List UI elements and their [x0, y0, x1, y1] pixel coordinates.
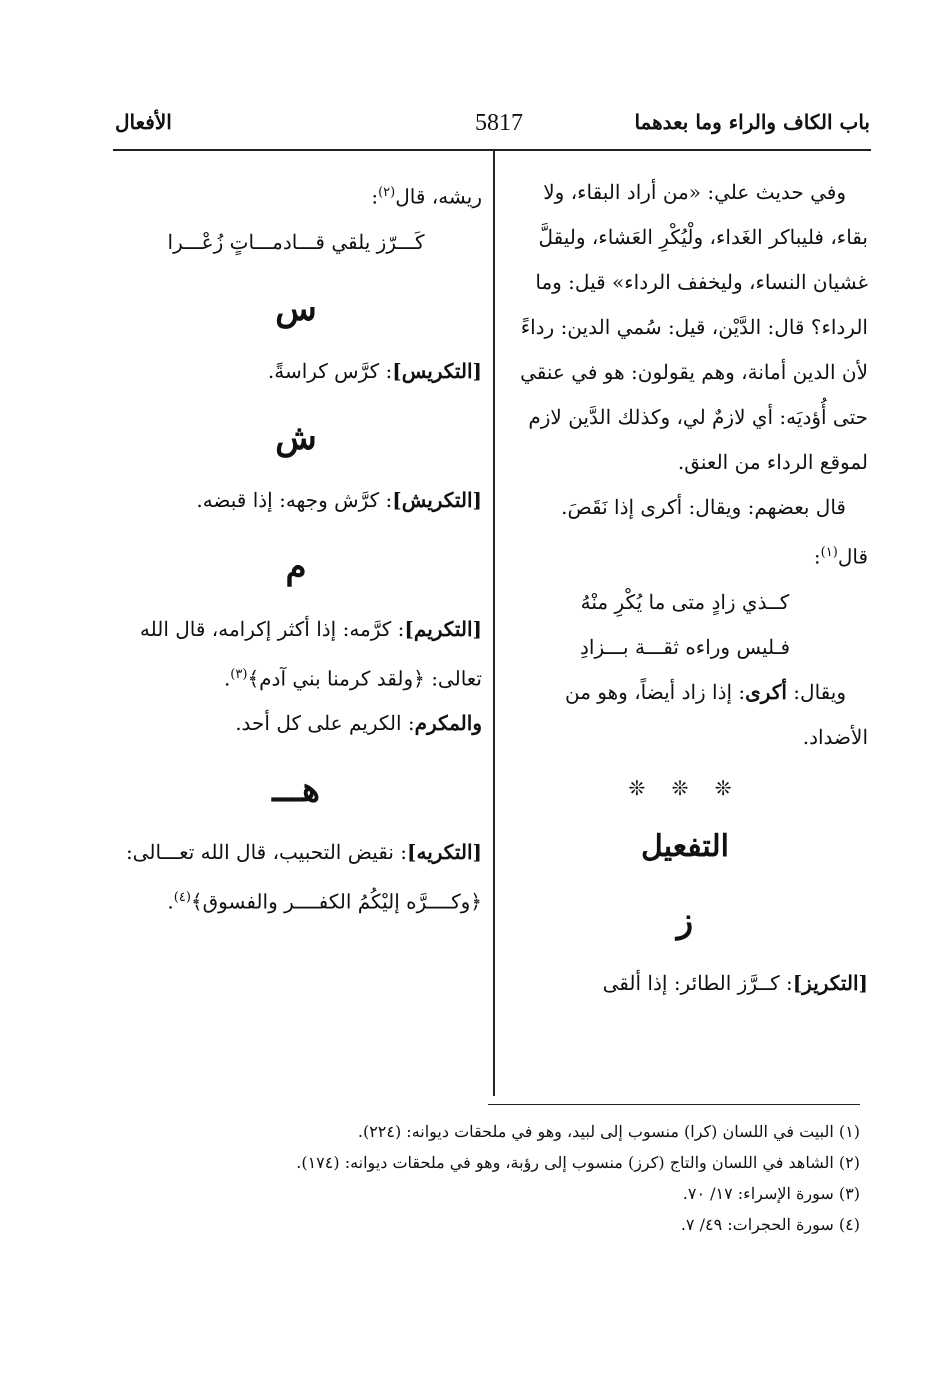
footnote-ref-2: (٢): [378, 185, 396, 200]
section-stars: ❊ ❊ ❊: [628, 775, 742, 800]
takrees-term: [التكريس]: [392, 358, 482, 383]
reesh-line: [110, 170, 482, 220]
footnote-1: (١) البيت في اللسان (كرا) منسوب إلى لبيد، وهو في ملحقات ديوانه: (٢٢٤).: [357, 1122, 860, 1141]
footnote-3: (٣) سورة الإسراء: ١٧/ ٧٠.: [682, 1184, 860, 1203]
takrees-entry: [110, 349, 482, 394]
letter-heading-z: ز: [676, 900, 694, 941]
takreem-end: .: [223, 666, 231, 691]
akra-pre: ويقال:: [786, 679, 846, 704]
right-column: [502, 170, 868, 1006]
takriz-entry: [502, 961, 868, 1006]
takriz-term: [التكريز]: [792, 970, 868, 995]
takreem-text: : كرَّمه: إذا أكثر إكرامه، قال الله تعالى: ﴿ولقد كرمنا بني آدم﴾: [139, 616, 482, 691]
mukram-term: والمكرم: [414, 711, 482, 736]
reesh-text: ريشه، قال: [395, 184, 482, 209]
footnote-rule: [488, 1104, 860, 1105]
akra-term: أكرى: [745, 679, 787, 704]
takrees-text: : كرَّس كراسةً.: [267, 358, 393, 383]
takreeh-entry: [110, 830, 482, 925]
letter-heading-h: هـــ: [272, 770, 320, 811]
qala-text: قال: [837, 544, 868, 569]
takreeh-end: .: [167, 889, 174, 914]
akra-post: : إذا زاد أيضاً، وهو من الأضداد.: [565, 679, 868, 749]
footnotes: [200, 1116, 860, 1240]
verse-line-1: كــذي زادٍ متى ما يُكْرِ منْهُ: [580, 589, 790, 614]
qala-colon: :: [813, 544, 821, 569]
letter-heading-m: م: [285, 546, 307, 587]
letter-heading-sh: ش: [275, 417, 317, 458]
reesh-colon: :: [371, 184, 379, 209]
hadith-paragraph: وفي حديث علي: «من أراد البقاء، ولا بقاء، فليباكر الغَداء، ولْيُكْرِ العَشاء، وليقلَّ غشيان النساء، وليخفف الرداء» قيل: وما الرداء؟ قال: الدَّيْن، قيل: سُمي الدين: رداءً لأن الدين أمانة، وهم يقولون: هو في عنقي حتى أُؤديَه: أي لازمٌ لي، وكذلك الدَّين لازم لموقع الرداء من العنق.: [520, 180, 868, 474]
section-name: الأفعال: [115, 110, 172, 134]
qala-line: [502, 530, 868, 580]
footnote-4: (٤) سورة الحجرات: ٤٩/ ٧.: [680, 1215, 860, 1234]
takreesh-entry: [110, 478, 482, 523]
akra-addition-paragraph: [502, 670, 868, 760]
footnote-ref-1: (١): [820, 545, 838, 560]
section-title-tafil: التفعيل: [641, 828, 729, 864]
mukram-entry: [110, 701, 482, 746]
footnote-ref-4: (٤): [173, 890, 191, 906]
takreeh-text: : نقيض التحبيب، قال الله تعـــالى: ﴿وكــــرَّه إليْكُمُ الكفــــر والفسوق﴾: [125, 840, 482, 914]
takreesh-text: : كرَّش وجهه: إذا قبضه.: [196, 487, 393, 512]
akra-paragraph: قال بعضهم: ويقال: أكرى إذا نَقَصَ.: [561, 495, 846, 519]
takreeh-term: [التكريه]: [407, 840, 482, 865]
page-header: [115, 104, 870, 144]
left-column: [110, 170, 482, 925]
footnote-2: (٢) الشاهد في اللسان والتاج (كرز) منسوب إلى رؤبة، وهو في ملحقات ديوانه: (١٧٤).: [296, 1153, 860, 1172]
letter-heading-s: س: [275, 288, 317, 329]
takreem-entry: [110, 607, 482, 702]
takreesh-term: [التكريش]: [392, 487, 482, 512]
chapter-title: باب الكاف والراء وما بعدهما: [634, 110, 870, 134]
takreem-term: [التكريم]: [404, 616, 482, 641]
header-rule: [113, 149, 871, 151]
takriz-text: : كــرَّز الطائر: إذا ألقى: [602, 970, 793, 995]
column-divider: [493, 150, 495, 1096]
verse-line-2: فـليس وراءه ثقـــة بـــزادِ: [579, 634, 791, 659]
mukram-text: : الكريم على كل أحد.: [235, 711, 415, 736]
footnote-ref-3: (٣): [230, 666, 248, 682]
page-number: 5817: [475, 110, 523, 136]
verse-karraz: كَـــرّز يلقي قـــادمـــاتٍ زُعْـــرا: [167, 229, 425, 254]
